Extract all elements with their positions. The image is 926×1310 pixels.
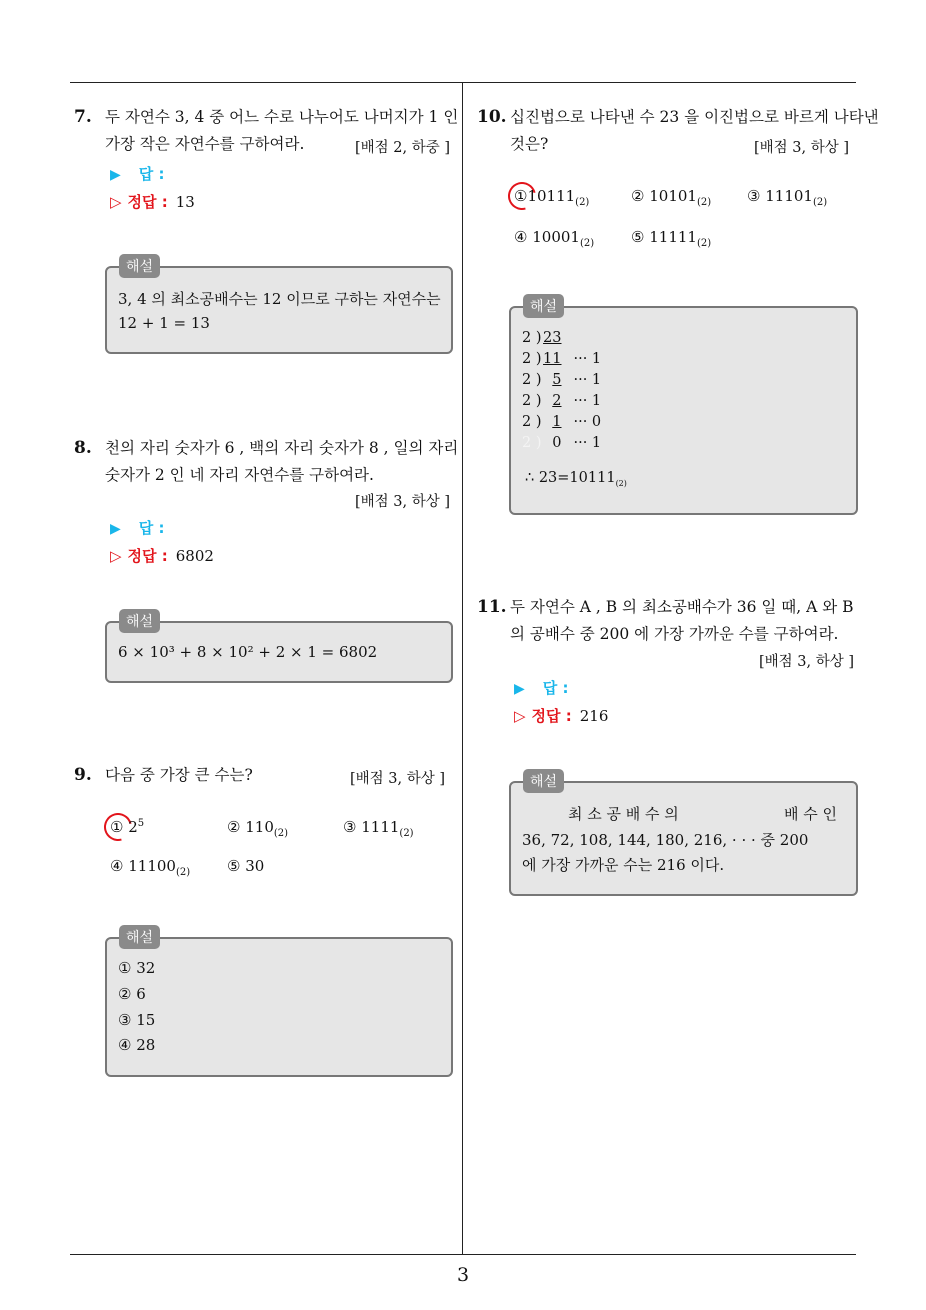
question-8-answer — [110, 518, 165, 539]
choice-base-subscript: (2) — [399, 828, 414, 839]
question-7-answer — [110, 164, 165, 185]
remainder: ··· 1 — [573, 435, 602, 451]
question-text-line-1: 천의 자리 숫자가 6 , 백의 자리 숫자가 8 , 일의 자리 — [105, 439, 459, 457]
question-10-score: [배점 3, 하상 ] — [754, 140, 850, 156]
correct-label: 정답 : — [127, 547, 168, 565]
explanation-line-2: ② 6 — [118, 985, 146, 1003]
division-row — [522, 414, 601, 430]
choice-value: 110 — [245, 818, 274, 836]
remainder: ··· 1 — [573, 351, 602, 367]
choice-mark: ① — [514, 187, 528, 205]
question-10-choice-2[interactable] — [631, 187, 711, 208]
question-10-choice-5[interactable] — [631, 228, 711, 249]
question-text-line-2: 가장 작은 자연수를 구하여라. — [105, 135, 305, 153]
answer-label: 답 : — [138, 519, 165, 537]
explanation-line-2: 12 + 1 = 13 — [118, 314, 210, 332]
choice-mark: ② — [631, 187, 645, 205]
choice-value: 11101 — [765, 187, 813, 205]
question-8-score: [배점 3, 하상 ] — [355, 494, 451, 510]
dividend: 11 — [543, 351, 562, 367]
question-10-explanation — [509, 299, 858, 515]
answer-label: 답 : — [138, 165, 165, 183]
explanation-tag: 해설 — [523, 294, 564, 318]
division-row — [522, 372, 601, 388]
division-row — [522, 330, 562, 346]
question-9-choice-1[interactable] — [110, 818, 144, 836]
choice-base-subscript: (2) — [812, 197, 828, 208]
question-text-line-2: 숫자가 2 인 네 자리 자연수를 구하여라. — [105, 466, 374, 484]
question-number: 7. — [74, 107, 92, 127]
question-text-line-1: 두 자연수 A , B 의 최소공배수가 36 일 때, A 와 B — [510, 598, 854, 616]
bottom-rule — [70, 1254, 856, 1255]
choice-value: 10001 — [532, 228, 580, 246]
question-10-choice-3[interactable] — [747, 187, 827, 208]
question-number: 10. — [477, 107, 507, 127]
choice-mark: ③ — [747, 187, 761, 205]
choice-base-subscript: (2) — [696, 238, 712, 249]
division-row — [522, 351, 601, 367]
correct-value: 216 — [579, 707, 609, 725]
explanation-line-3: 에 가장 가까운 수는 216 이다. — [522, 856, 725, 874]
choice-base-subscript: (2) — [175, 867, 191, 878]
question-10-choice-1[interactable] — [514, 187, 589, 208]
question-text-line-1: 두 자연수 3, 4 중 어느 수로 나누어도 나머지가 1 인 — [105, 108, 459, 126]
outline-triangle-icon: ▷ — [110, 193, 122, 211]
divisor: 2 ) — [522, 393, 542, 409]
choice-value: 11111 — [649, 228, 697, 246]
filled-triangle-icon: ▶ — [110, 167, 121, 183]
dividend: 23 — [543, 330, 562, 346]
choice-base-subscript: (2) — [579, 238, 595, 249]
divisor: 2 ) — [522, 330, 542, 346]
question-7-score: [배점 2, 하중 ] — [355, 140, 451, 156]
choice-value: 11100 — [128, 857, 176, 875]
choice-mark: ⑤ — [631, 228, 645, 246]
filled-triangle-icon: ▶ — [514, 681, 525, 697]
question-11-score: [배점 3, 하상 ] — [759, 654, 855, 670]
question-text-line-1: 십진법으로 나타낸 수 23 을 이진법으로 바르게 나타낸 — [510, 108, 879, 126]
explanation-line-1: 6 × 10³ + 8 × 10² + 2 × 1 = 6802 — [118, 643, 378, 661]
dividend: 1 — [552, 414, 562, 430]
divisor: 2 ) — [522, 372, 542, 388]
choice-mark: ① — [110, 818, 124, 836]
remainder: ··· 1 — [573, 393, 602, 409]
choice-value: 2 — [128, 818, 138, 836]
explanation-line-1b: 배 수 인 — [784, 805, 838, 823]
correct-value: 6802 — [175, 547, 214, 565]
explanation-tag: 해설 — [119, 925, 160, 949]
dividend: 5 — [552, 372, 562, 388]
explanation-line-4: ④ 28 — [118, 1036, 156, 1054]
column-divider — [462, 82, 463, 1255]
explanation-line-1: 3, 4 의 최소공배수는 12 이므로 구하는 자연수는 — [118, 290, 441, 308]
choice-mark: ② — [227, 818, 241, 836]
question-number: 11. — [477, 597, 507, 617]
question-9-choice-4[interactable] — [110, 857, 190, 878]
correct-label: 정답 : — [531, 707, 572, 725]
choice-mark: ③ — [343, 818, 357, 836]
choice-base-subscript: (2) — [696, 197, 712, 208]
correct-label: 정답 : — [127, 193, 168, 211]
choice-value: 1111 — [361, 818, 400, 836]
choice-value: 10111 — [527, 187, 576, 205]
divisor: 2 ) — [522, 414, 542, 430]
choice-base-subscript: (2) — [273, 828, 289, 839]
question-text-line-2: 의 공배수 중 200 에 가장 가까운 수를 구하여라. — [510, 625, 839, 643]
dividend: 2 — [552, 393, 562, 409]
outline-triangle-icon: ▷ — [514, 707, 526, 725]
question-11-explanation — [509, 774, 858, 896]
result-text: ∴ 23=10111 — [525, 470, 616, 486]
division-row — [522, 393, 601, 409]
correct-value: 13 — [175, 193, 195, 211]
division-result — [525, 470, 627, 488]
divisor: 2 ) — [522, 351, 542, 367]
page-number: 3 — [456, 1264, 470, 1286]
choice-exponent: 5 — [137, 818, 145, 829]
choice-base-subscript: (2) — [575, 197, 590, 208]
question-8-explanation — [105, 614, 453, 683]
question-10-choice-4[interactable] — [514, 228, 594, 249]
explanation-tag: 해설 — [523, 769, 564, 793]
question-9-choice-3[interactable] — [343, 818, 414, 839]
explanation-line-1a: 최 소 공 배 수 의 — [568, 805, 679, 823]
answer-label: 답 : — [542, 679, 569, 697]
choice-mark: ④ — [514, 228, 528, 246]
explanation-line-2: 36, 72, 108, 144, 180, 216, · · · 중 200 — [522, 831, 809, 849]
question-number: 9. — [74, 765, 92, 785]
question-7-explanation — [105, 259, 453, 354]
question-9-choice-2[interactable] — [227, 818, 288, 839]
quotient: 0 — [552, 435, 562, 451]
top-rule — [70, 82, 856, 83]
outline-triangle-icon: ▷ — [110, 547, 122, 565]
explanation-tag: 해설 — [119, 609, 160, 633]
result-subscript: (2) — [615, 478, 627, 488]
question-8-correct — [110, 546, 214, 566]
question-text-line-1: 다음 중 가장 큰 수는? — [105, 766, 253, 784]
explanation-tag: 해설 — [119, 254, 160, 278]
choice-value: 30 — [245, 857, 265, 875]
remainder: ··· 0 — [573, 414, 602, 430]
division-row — [522, 435, 601, 451]
choice-mark: ④ — [110, 857, 124, 875]
choice-mark: ⑤ — [227, 857, 241, 875]
question-7-correct — [110, 192, 195, 212]
question-9-choice-5[interactable] — [227, 857, 264, 875]
question-9-score: [배점 3, 하상 ] — [350, 771, 446, 787]
question-11-answer — [514, 678, 569, 699]
question-number: 8. — [74, 438, 92, 458]
explanation-line-3: ③ 15 — [118, 1011, 156, 1029]
question-text-line-2: 것은? — [510, 135, 549, 153]
choice-value: 10101 — [649, 187, 697, 205]
explanation-line-1: ① 32 — [118, 959, 156, 977]
question-11-correct — [514, 706, 608, 726]
remainder: ··· 1 — [573, 372, 602, 388]
filled-triangle-icon: ▶ — [110, 521, 121, 537]
question-9-explanation — [105, 930, 453, 1077]
divisor: 2 ) — [522, 435, 542, 451]
